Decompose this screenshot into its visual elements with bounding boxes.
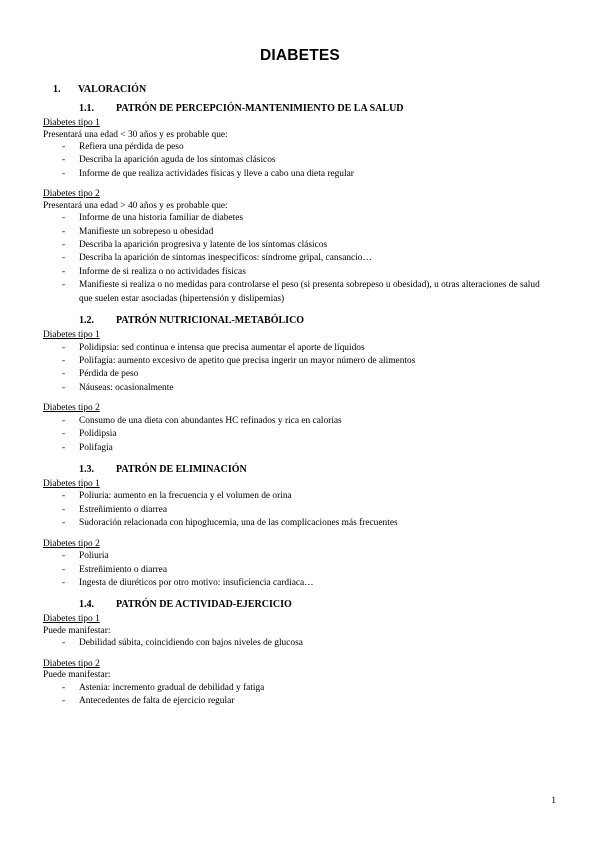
bullet-list bbox=[43, 682, 555, 709]
dash-bullet-icon: - bbox=[62, 155, 66, 166]
dash-bullet-icon: - bbox=[62, 226, 66, 237]
dash-bullet-icon: - bbox=[62, 142, 66, 152]
dash-bullet-icon: - bbox=[62, 253, 66, 264]
list-item-text: Manifieste un sobrepeso u obesidad bbox=[79, 226, 214, 237]
patterns-container bbox=[43, 100, 555, 709]
list-item-text: Describa la aparición progresiva y latente de los síntomas clásicos bbox=[79, 240, 328, 251]
list-item-text: Debilidad súbita, coincidiendo con bajos niveles de glucosa bbox=[79, 638, 303, 649]
list-item-text: Poliuria: aumento en la frecuencia y el volumen de orina bbox=[79, 491, 292, 502]
dash-bullet-icon: - bbox=[62, 442, 66, 453]
diabetes-type-heading: Diabetes tipo 2 bbox=[43, 189, 100, 200]
list-item bbox=[43, 141, 555, 154]
list-item bbox=[43, 490, 555, 503]
list-item bbox=[43, 428, 555, 441]
bullet-list bbox=[43, 415, 555, 455]
diabetes-type-heading: Diabetes tipo 2 bbox=[43, 403, 100, 414]
list-item bbox=[43, 368, 555, 381]
pattern-heading bbox=[43, 100, 555, 117]
dash-bullet-icon: - bbox=[62, 577, 66, 588]
group-intro: Puede manifestar: bbox=[43, 625, 111, 636]
list-item bbox=[43, 239, 555, 252]
pattern-number: 1.2. bbox=[79, 315, 94, 327]
list-item bbox=[43, 415, 555, 428]
list-item-text: Polidipsia bbox=[79, 429, 117, 440]
diabetes-type-heading: Diabetes tipo 2 bbox=[43, 538, 100, 549]
list-item-text: Sudoración relacionada con hipoglucemia, una de las complicaciones más frecuentes bbox=[79, 518, 398, 529]
pattern-label: PATRÓN DE PERCEPCIÓN-MANTENIMIENTO DE LA SALUD bbox=[116, 103, 404, 114]
section-number: 1. bbox=[53, 84, 61, 95]
diabetes-type-heading: Diabetes tipo 1 bbox=[43, 478, 100, 489]
list-item bbox=[43, 266, 555, 279]
list-item bbox=[43, 442, 555, 455]
dash-bullet-icon: - bbox=[62, 342, 66, 353]
bullet-list bbox=[43, 637, 555, 650]
list-item-text: Informe de una historia familiar de diabetes bbox=[79, 213, 243, 224]
list-item bbox=[43, 382, 555, 395]
dash-bullet-icon: - bbox=[62, 369, 66, 380]
list-item bbox=[43, 695, 555, 708]
list-item bbox=[43, 504, 555, 517]
list-item-text: Estreñimiento o diarrea bbox=[79, 564, 167, 575]
page-number: 1 bbox=[551, 796, 556, 806]
list-item bbox=[43, 564, 555, 577]
list-item bbox=[43, 212, 555, 225]
list-item-text: Ingesta de diuréticos por otro motivo: insuficiencia cardiaca… bbox=[79, 577, 314, 588]
dash-bullet-icon: - bbox=[62, 564, 66, 575]
dash-bullet-icon: - bbox=[62, 682, 66, 693]
list-item-text: Estreñimiento o diarrea bbox=[79, 504, 167, 515]
list-item-text: Pérdida de peso bbox=[79, 369, 139, 380]
list-item-text: Polifagia: aumento excesivo de apetito que precisa ingerir un mayor número de alimentos bbox=[79, 355, 416, 366]
list-item bbox=[43, 517, 555, 530]
list-item bbox=[43, 168, 555, 181]
list-item-text: Náuseas: ocasionalmente bbox=[79, 382, 174, 393]
dash-bullet-icon: - bbox=[62, 491, 66, 502]
dash-bullet-icon: - bbox=[62, 415, 66, 426]
list-item-text: Informe de que realiza actividades físicas y lleve a cabo una dieta regular bbox=[79, 168, 354, 179]
pattern-heading bbox=[43, 461, 555, 478]
dash-bullet-icon: - bbox=[62, 280, 66, 291]
diabetes-type-heading: Diabetes tipo 1 bbox=[43, 614, 100, 625]
dash-bullet-icon: - bbox=[62, 504, 66, 515]
list-item bbox=[43, 252, 555, 265]
dash-bullet-icon: - bbox=[62, 240, 66, 251]
list-item bbox=[43, 682, 555, 695]
list-item bbox=[43, 154, 555, 167]
pattern-number: 1.3. bbox=[79, 463, 94, 475]
dash-bullet-icon: - bbox=[62, 638, 66, 649]
pattern-number: 1.1. bbox=[79, 103, 94, 114]
dash-bullet-icon: - bbox=[62, 429, 66, 440]
pattern-label: PATRÓN NUTRICIONAL-METABÓLICO bbox=[116, 315, 305, 327]
dash-bullet-icon: - bbox=[62, 518, 66, 529]
section-heading bbox=[43, 82, 555, 98]
bullet-list bbox=[43, 490, 555, 530]
group-intro: Presentará una edad > 40 años y es probable que: bbox=[43, 200, 228, 211]
bullet-list bbox=[43, 212, 555, 306]
pattern-heading bbox=[43, 596, 555, 613]
list-item bbox=[43, 577, 555, 590]
dash-bullet-icon: - bbox=[62, 696, 66, 707]
pattern-label: PATRÓN DE ELIMINACIÓN bbox=[116, 463, 247, 475]
dash-bullet-icon: - bbox=[62, 168, 66, 179]
section-label: VALORACIÓN bbox=[78, 84, 147, 95]
list-item-text: Polidipsia: sed continua e intensa que precisa aumentar el aporte de líquidos bbox=[79, 342, 365, 353]
list-item bbox=[43, 550, 555, 563]
list-item bbox=[43, 279, 555, 306]
list-item-text: Polifagia bbox=[79, 442, 113, 453]
dash-bullet-icon: - bbox=[62, 382, 66, 393]
diabetes-type-heading: Diabetes tipo 2 bbox=[43, 658, 100, 669]
list-item-text: Informe de si realiza o no actividades físicas bbox=[79, 266, 246, 277]
list-item-text: Refiera una pérdida de peso bbox=[79, 142, 184, 152]
list-item-text: Describa la aparición aguda de los síntomas clásicos bbox=[79, 155, 276, 166]
group-intro: Presentará una edad < 30 años y es probable que: bbox=[43, 129, 228, 140]
list-item bbox=[43, 226, 555, 239]
group-intro: Puede manifestar: bbox=[43, 670, 111, 681]
list-item-text: Consumo de una dieta con abundantes HC refinados y rica en calorías bbox=[79, 415, 342, 426]
list-item bbox=[43, 637, 555, 650]
list-item-text: Astenia: incremento gradual de debilidad y fatiga bbox=[79, 682, 265, 693]
list-item-text: Poliuria bbox=[79, 551, 109, 562]
diabetes-type-heading: Diabetes tipo 1 bbox=[43, 330, 100, 341]
bullet-list bbox=[43, 342, 555, 396]
list-item bbox=[43, 355, 555, 368]
bullet-list bbox=[43, 550, 555, 590]
document-body bbox=[43, 82, 555, 709]
pattern-number: 1.4. bbox=[79, 599, 94, 611]
dash-bullet-icon: - bbox=[62, 551, 66, 562]
list-item-text: Manifieste si realiza o no medidas para controlarse el peso (si presenta sobrepeso u obesidad), u otras alteraciones de salud que suelen estar asociadas (hipertensión y dislipemias) bbox=[79, 280, 540, 304]
list-item-text: Describa la aparición de síntomas inespecíficos: síndrome gripal, cansancio… bbox=[79, 253, 372, 264]
list-item bbox=[43, 342, 555, 355]
list-item-text: Antecedentes de falta de ejercicio regular bbox=[79, 696, 235, 707]
pattern-label: PATRÓN DE ACTIVIDAD-EJERCICIO bbox=[116, 599, 292, 611]
dash-bullet-icon: - bbox=[62, 266, 66, 277]
pattern-heading bbox=[43, 312, 555, 329]
dash-bullet-icon: - bbox=[62, 213, 66, 224]
bullet-list bbox=[43, 141, 555, 181]
diabetes-type-heading: Diabetes tipo 1 bbox=[43, 118, 100, 128]
document-title: DIABETES bbox=[260, 47, 340, 64]
dash-bullet-icon: - bbox=[62, 355, 66, 366]
